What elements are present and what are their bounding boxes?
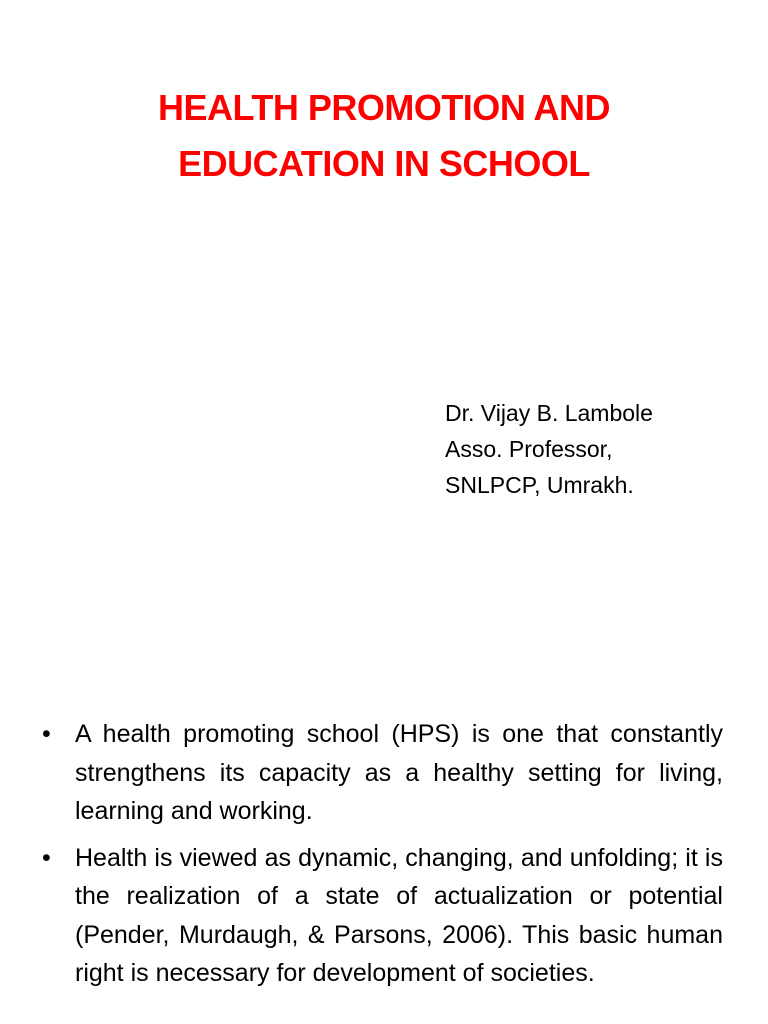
bullet-dot-icon: •: [42, 720, 51, 748]
bullet-item: [42, 839, 723, 993]
slide-title-line: HEALTH PROMOTION AND: [158, 87, 610, 128]
bullet-item: [42, 715, 723, 831]
bullet-list: [42, 715, 723, 1001]
bullet-text: Health is viewed as dynamic, changing, and unfolding; it is the realization of a state of actualization or potential (Pender, Murdaugh, & Parsons, 2006). This basic human right is necessary for development of societies.: [75, 843, 723, 987]
author-block: [445, 395, 745, 503]
bullet-dot-icon: •: [42, 843, 51, 872]
author-position: Asso. Professor,: [445, 436, 613, 462]
slide-title-line: EDUCATION IN SCHOOL: [178, 143, 590, 184]
author-institution: SNLPCP, Umrakh.: [445, 472, 634, 498]
bullet-text: A health promoting school (HPS) is one that constantly strengthens its capacity as a healthy setting for living, learning and working.: [75, 720, 723, 825]
slide-title: [40, 80, 728, 192]
author-name: Dr. Vijay B. Lambole: [445, 400, 653, 426]
